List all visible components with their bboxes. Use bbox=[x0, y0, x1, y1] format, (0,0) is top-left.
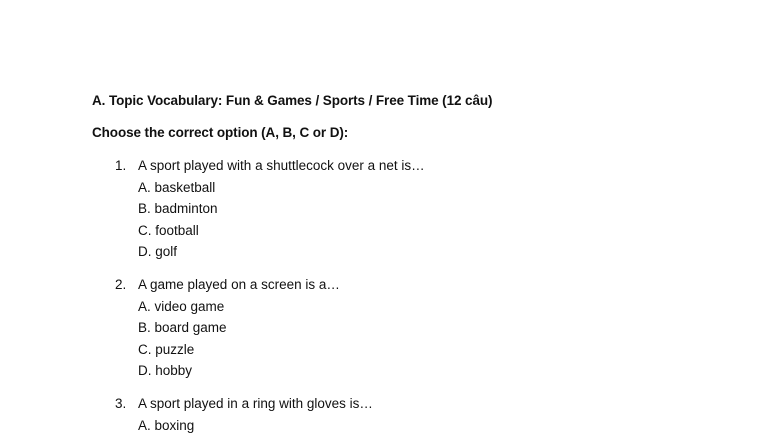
option-c: C. puzzle bbox=[138, 341, 195, 357]
question-3 bbox=[115, 393, 373, 436]
question-1 bbox=[115, 155, 425, 263]
question-2 bbox=[115, 274, 340, 382]
question-text: A sport played in a ring with gloves is… bbox=[138, 396, 373, 411]
option-a: A. boxing bbox=[138, 417, 195, 433]
option-list bbox=[115, 415, 373, 437]
option-d: D. hobby bbox=[138, 363, 193, 379]
question-text: A sport played with a shuttlecock over a net is… bbox=[138, 158, 425, 173]
instruction-text: Choose the correct option (A, B, C or D): bbox=[92, 125, 349, 140]
question-number: 3. bbox=[115, 396, 127, 411]
option-b: B. badminton bbox=[138, 201, 218, 217]
section-title: A. Topic Vocabulary: Fun & Games / Sports / Free Time (12 câu) bbox=[92, 93, 493, 108]
option-list bbox=[115, 177, 425, 263]
question-text: A game played on a screen is a… bbox=[138, 277, 340, 292]
option-b: B. board game bbox=[138, 320, 227, 336]
option-c: C. football bbox=[138, 222, 199, 238]
option-d: D. golf bbox=[138, 244, 178, 260]
option-a: A. basketball bbox=[138, 179, 216, 195]
option-list bbox=[115, 296, 340, 382]
question-number: 2. bbox=[115, 277, 127, 292]
question-number: 1. bbox=[115, 158, 127, 173]
option-a: A. video game bbox=[138, 298, 225, 314]
